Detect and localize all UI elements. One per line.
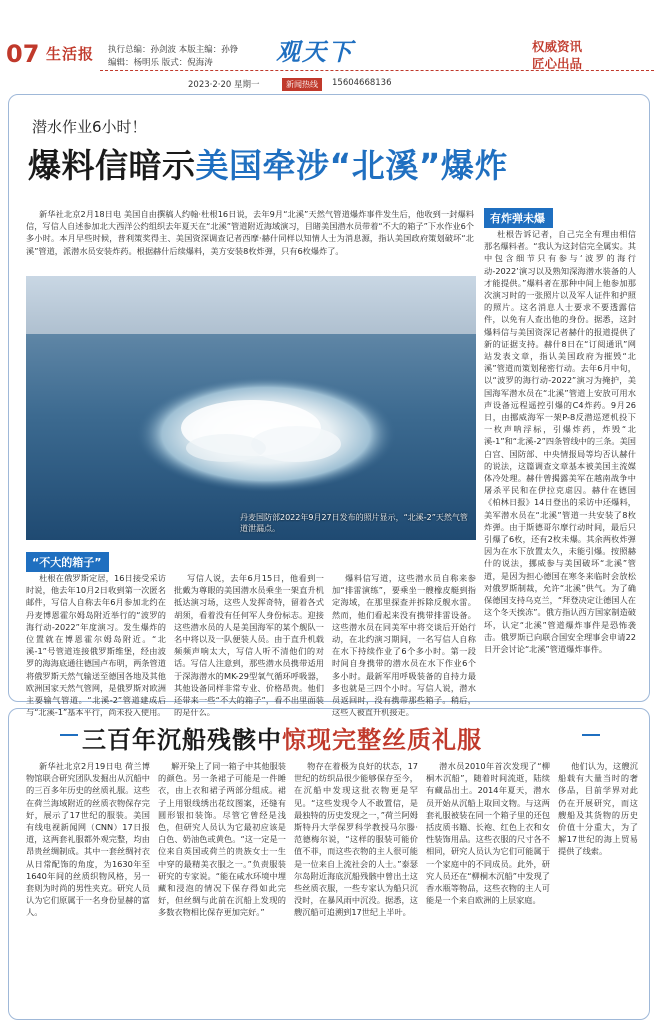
story-1-lead-text: 新华社北京2月18日电 美国自由撰稿人约翰·杜根16日说，去年9月“北溪”天然气管道爆炸事件发生后，他收到一封爆料信，写信人自述参加北大西洋公约组织去年夏天在“北溪”管道附近海域演习，目睹美国潜水员带着“不大的箱子”下水作业6个多小时。本月早些时候，普利策奖得主、美国资深调查记者西摩·赫什同样以知情人士为消息源，指认美国政府策划破坏“北溪”管道，派潜水员安装炸药。根据赫什后续爆料，美方安装8枚炸弹，只有6枚爆炸了。 xyxy=(26,209,474,256)
masthead-divider xyxy=(100,70,654,71)
story-2-column-1 xyxy=(26,760,150,1018)
paper-name: 生活报 xyxy=(46,45,95,63)
story-1-column-a xyxy=(26,572,166,718)
story-2-column-5-text: 他们认为，这艘沉船载有大量当时的奢侈品，目前学界对此仍在开展研究，而这艘船及其货物的历史价值十分重大，为了解17世纪的海上贸易提供了线索。 xyxy=(558,761,638,857)
credits-line-1: 执行总编：孙剑波 本版主编：孙铮 xyxy=(108,45,239,55)
slogan-line-1: 权威资讯 xyxy=(532,39,583,54)
column-a-text: 杜根在俄罗斯定居，16日接受采访时说，他去年10月2日收到第一次匿名邮件，写信人自称去年6月参加北约在丹麦博恩霍尔姆岛附近举行的“波罗的海行动-2022”年度演习。发生爆炸的位置就在博恩霍尔姆岛附近。“北溪-1”号管道连接俄罗斯维堡，经由波罗的海海底通往德国卢布明，两条管道将俄罗斯天然气输送至德国各地及其他欧洲国家天然气管网，是俄罗斯对欧洲主要输气管道。“北溪-2”管道建成后与“北溪-1”基本平行，尚未投入使用。 xyxy=(26,573,166,718)
dateline xyxy=(0,78,654,92)
story-2-column-2 xyxy=(158,760,286,1018)
story-2-column-5 xyxy=(558,760,638,1018)
subhead-small-box: “不大的箱子” xyxy=(26,552,109,572)
masthead xyxy=(0,0,654,72)
headline-rule-left xyxy=(60,734,78,736)
story-2-headline-part-1: 三百年沉船残骸中 xyxy=(82,726,282,754)
story-2-column-2-text: 解开染上了同一箱子中其他服装的颜色。另一条裙子可能是一件睡衣，由上衣和裙子两部分组成。裙子上用银线绣出花纹图案，还缝有圆形银扣装饰。尽管它曾经是浅色，但研究人员认为它最初应该是白色、奶油色或黄色。“这一定是一位来自英国或荷兰的贵族女士一生中穿的最精美衣服之一。”负责服装研究的专家说。“能在咸水环境中埋藏和浸泡的情况下保存得如此完好，但丝绸与此前在沉船上发现的多数衣物相比保存更加完好。” xyxy=(158,761,286,918)
story-2-column-4 xyxy=(426,760,550,1018)
photo-caption: 丹麦国防部2022年9月27日发布的照片显示，“北溪-2”天然气管道泄漏点。 xyxy=(240,513,468,533)
story-1-headline-part-1: 爆料信暗示 xyxy=(28,146,196,185)
story-2-headline-part-2: 惊现完整丝质礼服 xyxy=(282,726,482,754)
slogan xyxy=(532,38,652,72)
story-2-column-1-text: 新华社北京2月19日电 荷兰博物馆联合研究团队发掘出从沉船中的三百多年历史的丝质礼服。这些在荷兰海域附近的丝质衣物保存完好，展示了17世纪的服装。美国有线电视新闻网（CNN）17日报道，这两套礼服都外观完整，均由昂贵丝绸制成。其中一套丝绸衬衣从日常配饰的角度，为1630年至1640年间的丝质织物风格，另一套则为时尚的男性夹克。研究人员认为它们原属于一名身份显赫的富人。 xyxy=(26,761,150,918)
headline-rule-right xyxy=(582,734,600,736)
hotline-label: 新闻热线 xyxy=(282,78,322,91)
credits-line-2: 编辑：杨明乐 版式：倪海涛 xyxy=(108,58,213,68)
column-b-text: 写信人说，去年6月15日，他看到一批戴为尊眼的美国潜水员乘坐一架直升机抵达演习场，这些人发挥奇特，留着各式胡须，看着没有任何军人身份标志。迎接这些潜水员的人是美国海军的某个舰队一名中将以及一队便装人员。由于直升机载频频声响太大，写信人听不清他们的对话。写信人注意到，那些潜水员携带适用于深海潜水的MK-29型氧气循环呼吸器，其他设备同样非常专业、价格昂贵。他们还带来一些“不大的箱子”，看不出里面装的是什么。 xyxy=(174,573,324,718)
page-number: 07 xyxy=(6,40,40,68)
right-column-text: 杜根告诉记者，自己完全有理由相信那名爆料者。“我认为这封信完全属实。其中包含细节只有参与‘波罗的海行动-2022’演习以及熟知深海潜水装备的人才能提供。”爆料者在那种中间上他参加那次演习时的一张照片以及军人证件和护照的照片。这名消息人士要求不要透露信件，以免有人查出他的身份。据悉，这封爆料信与美国资深记者赫什的报道提供了新的证据支持。赫什8日在“订阅通讯”网站发表文章，指认美国政府为摧毁“北溪”管道而策划秘密行动。去年6月中旬，以“波罗的海行动-2022”演习为掩护，美国海军潜水员在“北溪”管道上安放可用水声设备远程遥控引爆的C4炸药。9月26日，由挪威海军一架P-8反潜巡逻机投下一枚声呐浮标，引爆炸药，炸毁“北溪-1”和“北溪-2”四条管线中的三条。美国白宫、国防部、中央情报局等均否认赫什的说法，这篇调查文章基本被美国主流媒体冷处理。赫什曾揭露美军在越南战争中屠杀平民和在伊拉克虐囚。赫什在德国《柏林日报》14日登出的采访中还爆料，美军潜水员在“北溪”管道一共安装了8枚炸弹。由于斯德哥尔摩行动时间，最后只引爆了6枚，还有2枚未爆。其余两枚炸弹因为在水下放置太久，未能引爆。按照赫什的说法，挪威参与美国破坏“北溪”管道，是因为担心德国在寒冬来临时会放松对俄罗斯制裁，允许“北溪”供气。为了确保德国支持乌克兰，“拜登决定让德国人在这个冬天挨冻”。俄方指认西方国家制造破坏，认定“北溪”管道爆炸事件是恐怖袭击。俄罗斯已向联合国安全理事会申请22日开会讨论“北溪”管道爆炸事件。 xyxy=(484,229,636,654)
story-1-right-column xyxy=(484,228,636,692)
issue-date: 2023·2·20 星期一 xyxy=(188,80,260,90)
editor-credits xyxy=(108,44,268,70)
story-1-headline-part-2: 美国牵涉“北溪”爆炸 xyxy=(195,146,508,185)
gas-leak-illustration xyxy=(26,276,476,540)
subhead-unexploded-bombs: 有炸弹未爆 xyxy=(484,208,553,228)
story-2-headline-block xyxy=(60,716,600,756)
hotline-number: 15604668136 xyxy=(332,78,392,88)
story-2-column-3-text: 物存在着极为良好的状态，17世纪的纺织品很少能够保存至今，在沉船中发现这批衣物更是罕见。“这些发现令人不敢置信，是最独特的历史发现之一，”荷兰阿姆斯特丹大学保罗科学教授马尔滕·范德梅尔说，“这样的服装可能价值不菲，而这些衣物的主人很可能是一位来自上流社会的人士。”泰瑟尔岛附近海底沉船残骸中曾出土这些丝质衣服，一些专家认为船只沉没时，在暴风雨中沉没。据悉，这艘沉船可追溯到17世纪上半叶。 xyxy=(294,761,418,918)
section-title: 观天下 xyxy=(276,38,354,66)
sea-surface-photo xyxy=(26,276,476,540)
story-2-column-4-text: 潜水员2010年首次发现了“柳桐木沉船”，随着时间流逝，陆续有藏品出土。2014年夏天，潜水员开始从沉船上取回文物。与这两套礼服被装在同一个箱子里的还包括皮质书籍、长袍、红色上衣和女性装饰用品。这些衣服的尺寸各不相同，研究人员认为它们可能属于一个家庭中的不同成员。此外，研究人员还在“柳桐木沉船”中发现了香水瓶等物品，这些衣物的主人可能是一个来自欧洲的上层家庭。 xyxy=(426,761,550,906)
story-1-column-b xyxy=(174,572,324,718)
story-1-lead xyxy=(26,208,474,268)
story-1-kicker: 潜水作业6小时！ xyxy=(32,118,147,136)
story-2-column-3 xyxy=(294,760,418,1018)
slogan-line-2: 匠心出品 xyxy=(532,56,583,71)
story-1-column-c xyxy=(332,572,476,718)
story-1-headline xyxy=(28,140,508,187)
story-2-headline xyxy=(82,720,482,755)
column-c-text: 爆料信写道，这些潜水员自称来参加“排雷演练”，要乘坐一艘橡皮艇到指定海域，在那里探查并拆除反舰水雷。然而，他们看起来没有携带排雷设备。这些潜水员在同美军中将交谈后开始行动，在北约演习期间，一名写信人自称在水下持续作业了6个多小时。第一段时间自身携带的潜水员在水下作业6个多小时。最新军用呼吸装备的自持力最多也就是三四个小时。写信人说，潜水员返回时，没有携带那些箱子。稍后，这些人被直升机接走。 xyxy=(332,573,476,718)
